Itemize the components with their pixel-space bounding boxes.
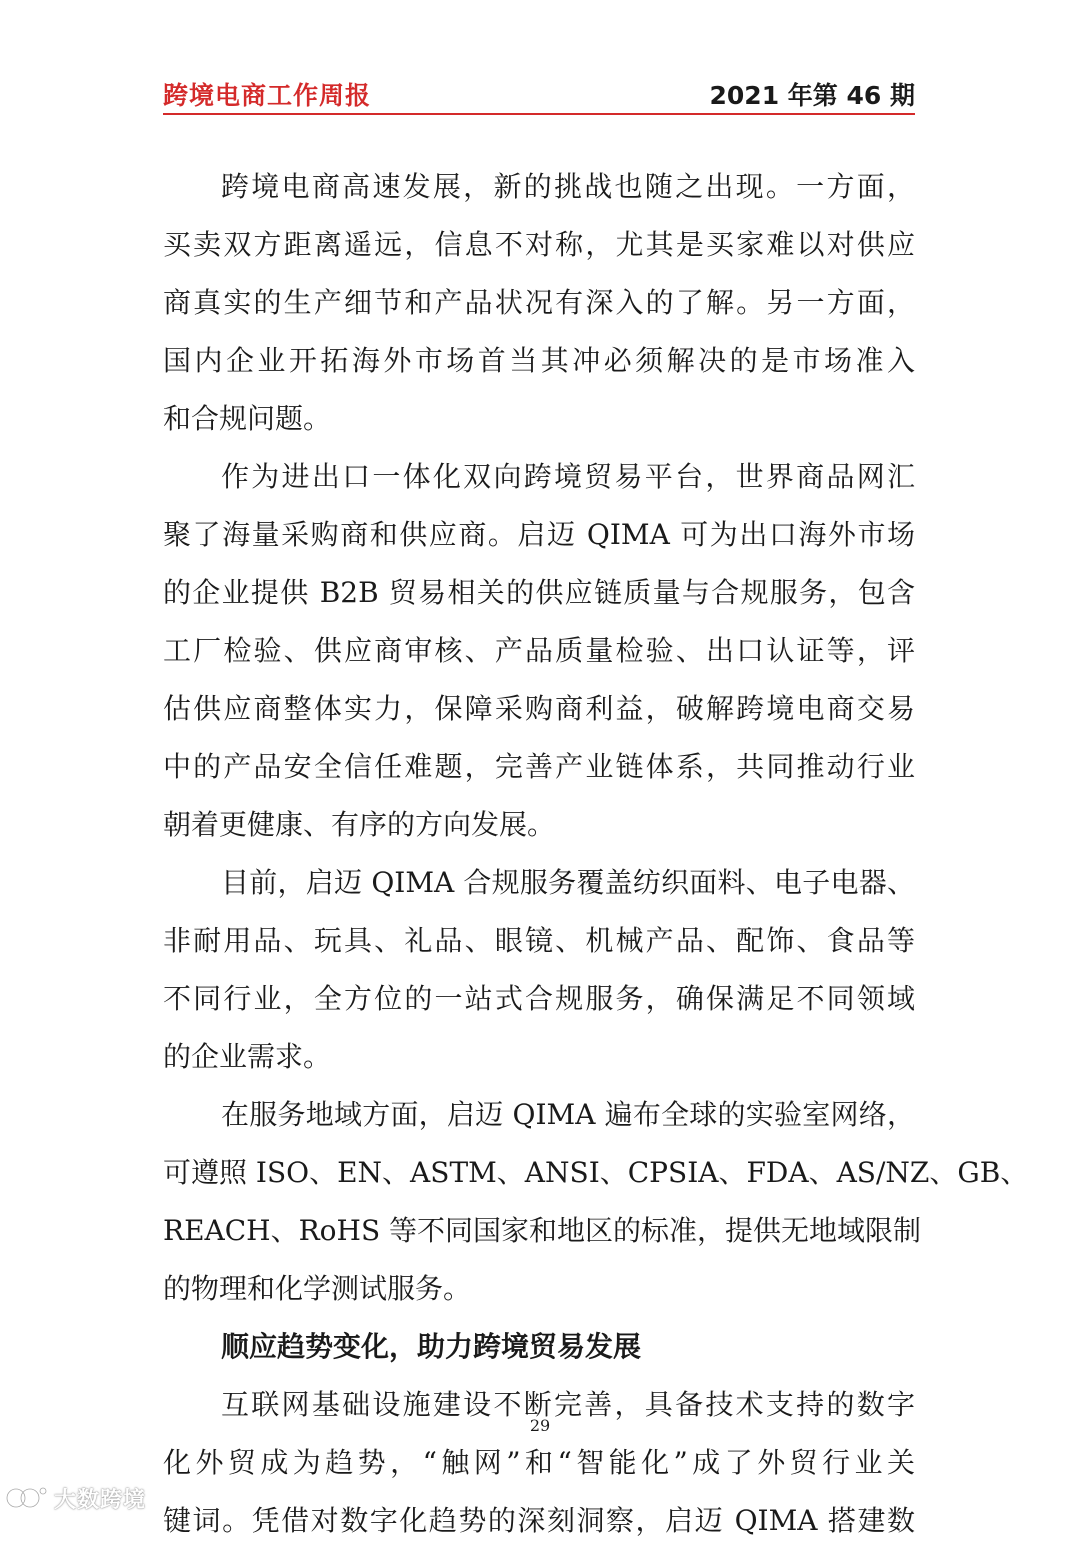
paragraph-1-line-1: 跨境电商高速发展，新的挑战也随之出现。一方面， [221,170,915,203]
paragraph-4-line-3: REACH、RoHS 等不同国家和地区的标准，提供无地域限制 [163,1214,922,1247]
paragraph-4-line-4: 的物理和化学测试服务。 [163,1272,472,1305]
page-header [163,72,915,116]
paragraph-3-line-2: 非耐用品、玩具、礼品、眼镜、机械产品、配饰、食品等 [163,924,915,957]
paragraph-3-line-1: 目前，启迈 QIMA 合规服务覆盖纺织面料、电子电器、 [221,866,915,899]
paragraph-4-line-1: 在服务地域方面，启迈 QIMA 遍布全球的实验室网络， [221,1098,915,1131]
paragraph-4-line-2: 可遵照 ISO、EN、ASTM、ANSI、CPSIA、FDA、AS/NZ、GB、 [163,1156,1029,1189]
paragraph-2-line-2: 聚了海量采购商和供应商。启迈 QIMA 可为出口海外市场 [163,518,915,551]
paragraph-2-line-7: 朝着更健康、有序的方向发展。 [163,808,556,841]
publication-title: 跨境电商工作周报 [163,81,372,110]
paragraph-2-line-6: 中的产品安全信任难题，完善产业链体系，共同推动行业 [163,750,915,783]
watermark-logo-icon [4,1483,48,1513]
paragraph-1-line-4: 国内企业开拓海外市场首当其冲必须解决的是市场准入 [163,344,915,377]
paragraph-2-line-4: 工厂检验、供应商审核、产品质量检验、出口认证等，评 [163,634,915,667]
watermark [4,1480,146,1516]
paragraph-5-line-3: 键词。凭借对数字化趋势的深刻洞察，启迈 QIMA 搭建数 [163,1504,915,1537]
watermark-text: 大数跨境 [54,1487,147,1513]
paragraph-2-line-1: 作为进出口一体化双向跨境贸易平台，世界商品网汇 [221,460,915,493]
paragraph-5-line-2: 化外贸成为趋势，“触网”和“智能化”成了外贸行业关 [163,1446,915,1479]
issue-number: 2021 年第 46 期 [709,81,915,110]
paragraph-1-line-5: 和合规问题。 [163,402,332,435]
paragraph-3-line-4: 的企业需求。 [163,1040,332,1073]
page-number: 29 [529,1416,551,1435]
paragraph-2-line-5: 估供应商整体实力，保障采购商利益，破解跨境电商交易 [163,692,915,725]
paragraph-2-line-3: 的企业提供 B2B 贸易相关的供应链质量与合规服务，包含 [163,576,915,609]
header-divider [163,113,915,115]
paragraph-3-line-3: 不同行业，全方位的一站式合规服务，确保满足不同领域 [163,982,915,1015]
paragraph-1-line-3: 商真实的生产细节和产品状况有深入的了解。另一方面， [163,286,915,319]
section-heading: 顺应趋势变化，助力跨境贸易发展 [221,1330,642,1363]
paragraph-5-line-1: 互联网基础设施建设不断完善，具备技术支持的数字 [221,1388,915,1421]
paragraph-1-line-2: 买卖双方距离遥远，信息不对称，尤其是买家难以对供应 [163,228,915,261]
article-body [163,158,1029,1550]
